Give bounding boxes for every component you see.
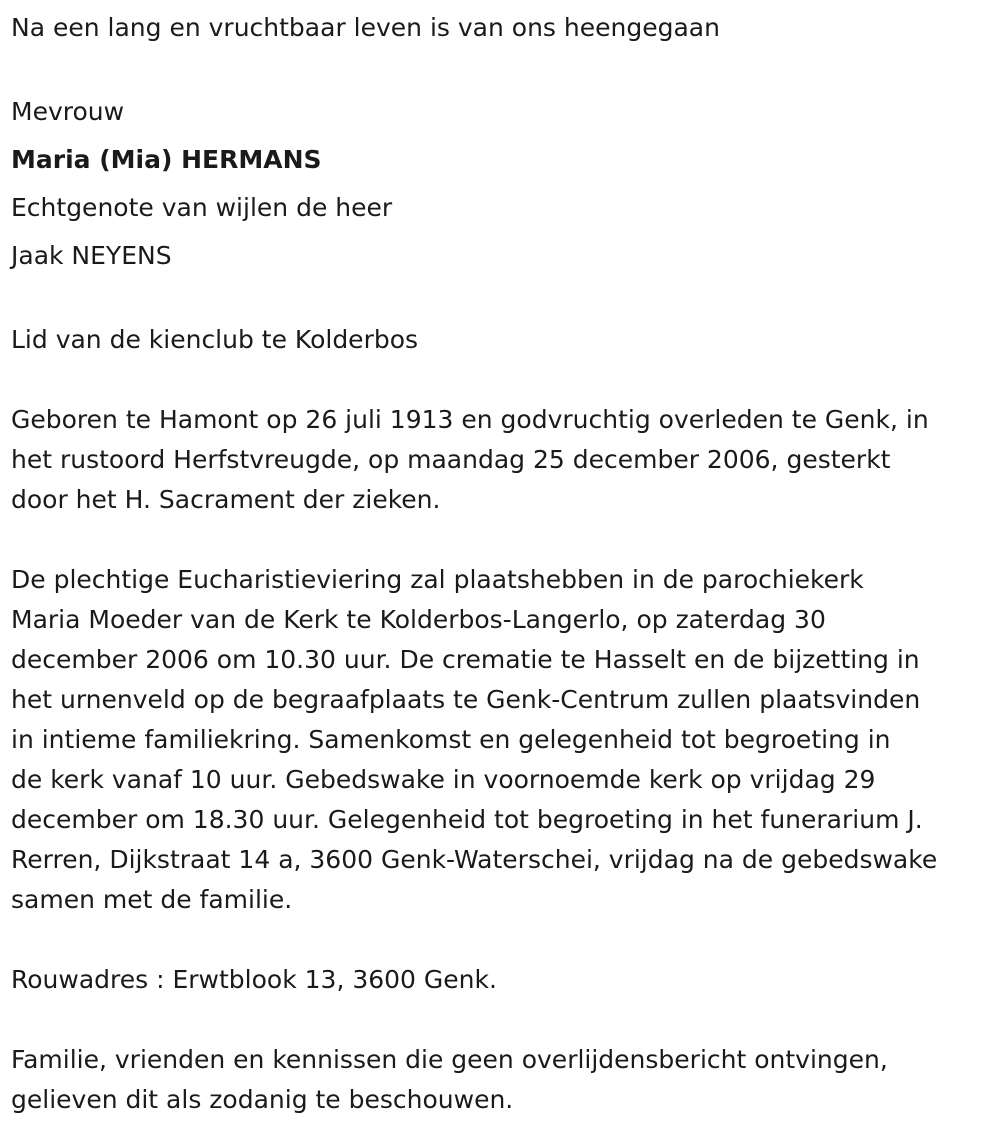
paragraph-line: door het H. Sacrament der zieken. (11, 485, 441, 514)
closing-paragraph (11, 1040, 1000, 1120)
paragraph-line: het rustoord Herfstvreugde, op maandag 25 december 2006, gesterkt (11, 445, 891, 474)
paragraph-line: in intieme familiekring. Samenkomst en gelegenheid tot begroeting in (11, 725, 891, 754)
paragraph-line: De plechtige Eucharistieviering zal plaatshebben in de parochiekerk (11, 565, 864, 594)
spouse-name: Jaak NEYENS (11, 241, 172, 270)
spacer (11, 1000, 1000, 1040)
paragraph-line: Rerren, Dijkstraat 14 a, 3600 Genk-Waterschei, vrijdag na de gebedswake (11, 845, 938, 874)
spacer (11, 360, 1000, 400)
paragraph-line: samen met de familie. (11, 885, 293, 914)
salutation: Mevrouw (11, 97, 125, 126)
ceremony-paragraph (11, 560, 1000, 920)
deceased-name: Maria (Mia) HERMANS (11, 145, 322, 174)
mourning-address: Rouwadres : Erwtblook 13, 3600 Genk. (11, 965, 497, 994)
intro-text: Na een lang en vruchtbaar leven is van ons heengegaan (11, 13, 720, 42)
membership-text: Lid van de kienclub te Kolderbos (11, 325, 419, 354)
birth-death-paragraph (11, 400, 1000, 520)
spacer (11, 520, 1000, 560)
spacer (11, 920, 1000, 960)
paragraph-line: gelieven dit als zodanig te beschouwen. (11, 1085, 514, 1114)
paragraph-line: december 2006 om 10.30 uur. De crematie te Hasselt en de bijzetting in (11, 645, 920, 674)
paragraph-line: het urnenveld op de begraafplaats te Genk-Centrum zullen plaatsvinden (11, 685, 921, 714)
paragraph-line: Maria Moeder van de Kerk te Kolderbos-Langerlo, op zaterdag 30 (11, 605, 826, 634)
paragraph-line: Geboren te Hamont op 26 juli 1913 en godvruchtig overleden te Genk, in (11, 405, 929, 434)
spacer (11, 280, 1000, 320)
paragraph-line: de kerk vanaf 10 uur. Gebedswake in voornoemde kerk op vrijdag 29 (11, 765, 876, 794)
paragraph-line: Familie, vrienden en kennissen die geen overlijdensbericht ontvingen, (11, 1045, 888, 1074)
spouse-intro: Echtgenote van wijlen de heer (11, 193, 393, 222)
spacer (11, 48, 1000, 88)
paragraph-line: december om 18.30 uur. Gelegenheid tot begroeting in het funerarium J. (11, 805, 923, 834)
